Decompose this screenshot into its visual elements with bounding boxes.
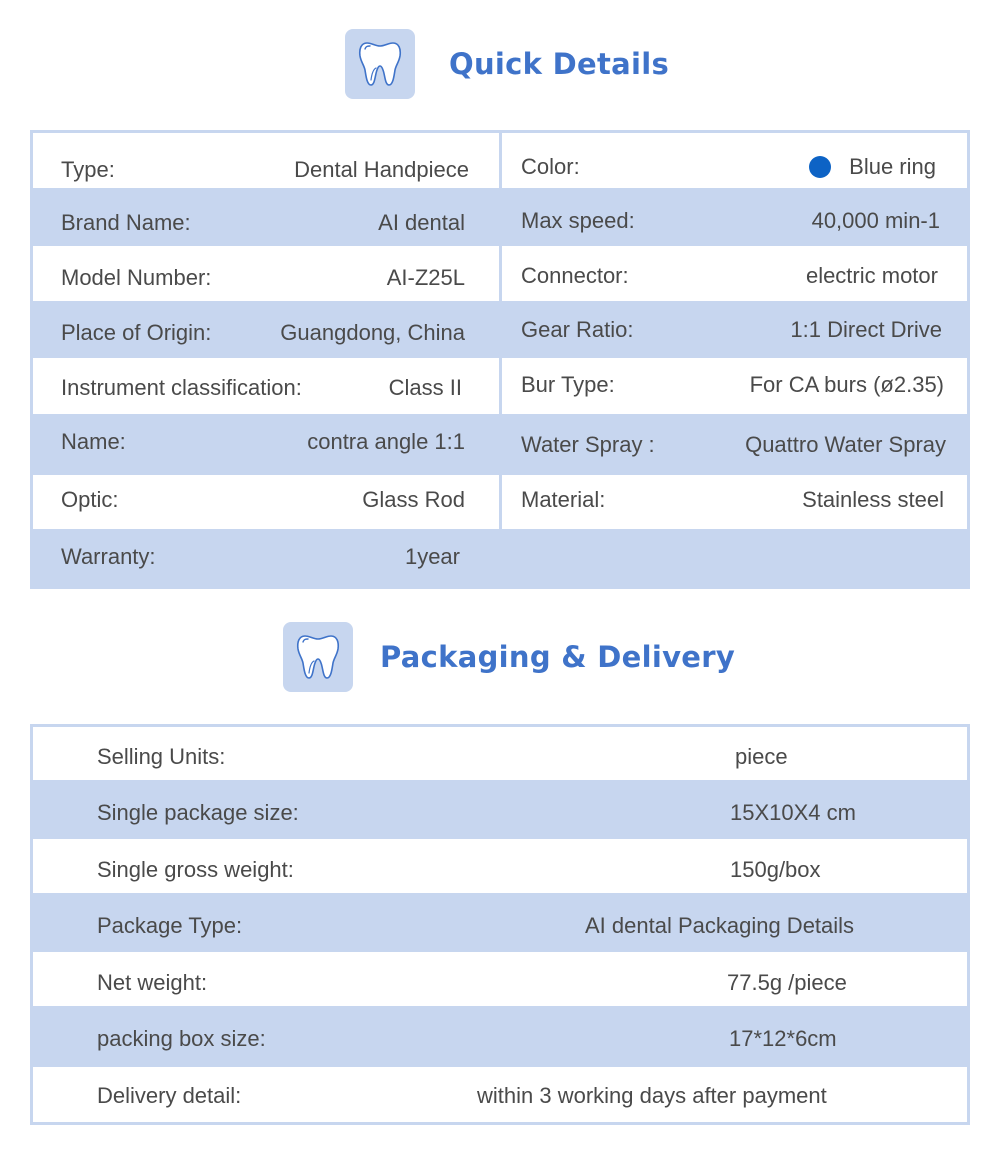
spec-label: Warranty: [61, 544, 156, 569]
packaging-header [283, 622, 735, 692]
quick-details-title: Quick Details [449, 47, 670, 81]
spec-value: 17*12*6cm [729, 1026, 837, 1051]
spec-value: 1:1 Direct Drive [790, 317, 942, 342]
spec-value: Blue ring [849, 154, 936, 179]
spec-label: Package Type: [97, 913, 243, 938]
packaging-table [30, 724, 970, 1125]
spec-label: Single gross weight: [97, 857, 294, 882]
spec-label: Net weight: [97, 970, 208, 995]
spec-value: Quattro Water Spray [745, 432, 946, 457]
spec-label: Single package size: [97, 800, 299, 825]
spec-value: Class II [388, 375, 462, 400]
spec-label: Instrument classification: [61, 375, 302, 400]
spec-value: For CA burs (ø2.35) [749, 372, 944, 397]
spec-value: 150g/box [730, 857, 821, 882]
spec-value: 77.5g /piece [727, 970, 847, 995]
spec-label: Connector: [521, 263, 629, 288]
spec-label: Max speed: [521, 208, 635, 233]
spec-label: Water Spray : [521, 432, 655, 457]
spec-value: 15X10X4 cm [730, 800, 856, 825]
spec-value: AI-Z25L [386, 265, 465, 290]
spec-value: 40,000 min-1 [811, 208, 940, 233]
spec-label: Optic: [61, 487, 119, 512]
spec-value: 1year [404, 544, 460, 569]
spec-label: Color: [521, 154, 580, 179]
spec-label: Brand Name: [61, 210, 191, 235]
spec-label: Model Number: [61, 265, 212, 290]
spec-value: electric motor [805, 263, 938, 288]
blue-ring-swatch [809, 156, 831, 178]
spec-label: Name: [61, 429, 126, 454]
quick-details-header [345, 29, 669, 99]
spec-value: Glass Rod [362, 487, 465, 512]
spec-value: AI dental Packaging Details [585, 913, 855, 938]
spec-value: Stainless steel [802, 487, 944, 512]
spec-label: Selling Units: [97, 744, 226, 769]
spec-label: Delivery detail: [97, 1083, 242, 1108]
spec-label: Place of Origin: [61, 320, 212, 345]
band [502, 529, 970, 589]
spec-label: packing box size: [97, 1026, 266, 1051]
tooth-icon [283, 622, 353, 692]
spec-label: Gear Ratio: [521, 317, 634, 342]
spec-value: Dental Handpiece [294, 157, 469, 182]
tooth-icon [345, 29, 415, 99]
spec-label: Bur Type: [521, 372, 615, 397]
packaging-title: Packaging & Delivery [380, 640, 736, 674]
spec-value: AI dental [378, 210, 465, 235]
spec-label: Material: [521, 487, 606, 512]
spec-value: Guangdong, China [280, 320, 465, 345]
column-divider [499, 130, 502, 589]
spec-label: Type: [61, 157, 115, 182]
quick-details-table [30, 130, 970, 589]
spec-value: within 3 working days after payment [477, 1083, 827, 1108]
spec-value: contra angle 1:1 [307, 429, 465, 454]
spec-value: piece [735, 744, 788, 769]
